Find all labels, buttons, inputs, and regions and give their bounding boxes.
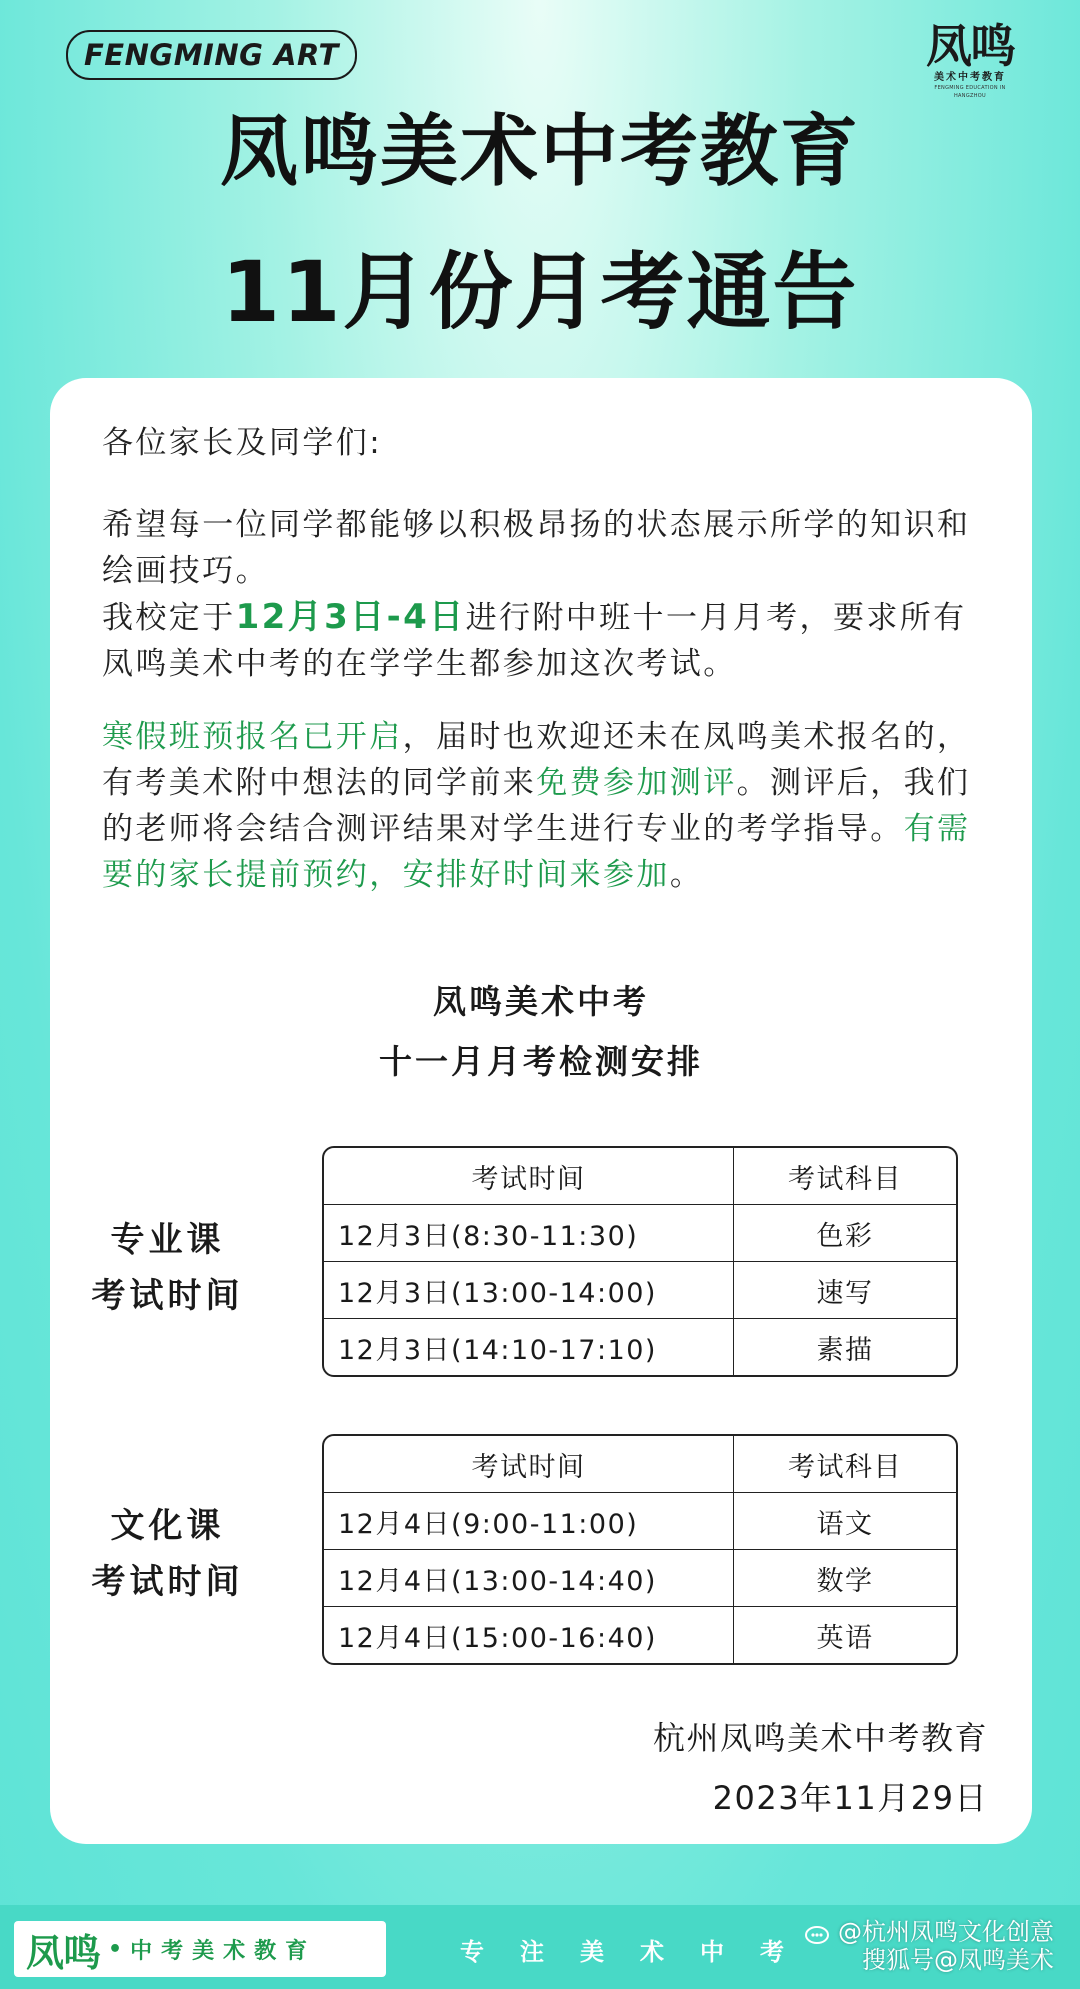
table-row xyxy=(324,1319,956,1375)
culture-label-1: 文化课 xyxy=(110,1506,225,1546)
paragraph-3 xyxy=(102,714,992,898)
culture-schedule-table xyxy=(322,1434,958,1665)
logo-sub: 美术中考教育 xyxy=(934,72,1006,83)
header-time: 考试时间 xyxy=(324,1148,734,1205)
row-time: 12月4日(13:00-14:40) xyxy=(324,1550,734,1607)
notice-card xyxy=(50,378,1032,1844)
pro-schedule-table xyxy=(322,1146,958,1377)
table-row xyxy=(324,1550,956,1607)
watermark xyxy=(804,1918,1054,1974)
signature-org: 杭州凤鸣美术中考教育 xyxy=(652,1719,988,1757)
exam-date-highlight: 12月3日-4日 xyxy=(235,597,466,637)
p3-text1: ，届时也欢迎还未在凤鸣美术报名的，有考美术附中想法的同学前来 xyxy=(102,719,971,801)
greeting xyxy=(102,420,992,466)
footer-brand: 凤鸣 xyxy=(26,1930,101,1975)
table-row xyxy=(324,1262,956,1319)
sohu-icon xyxy=(804,1923,830,1943)
paragraph-1-text: 希望每一位同学都能够以积极昂扬的状态展示所学的知识和绘画技巧。 xyxy=(102,507,971,589)
culture-label-2: 考试时间 xyxy=(91,1562,244,1602)
row-time: 12月3日(13:00-14:00) xyxy=(324,1262,734,1319)
row-subject: 英语 xyxy=(816,1622,874,1654)
p3-text2: 。测评后，我们的老师将会结合测评结果对学生进行专业的考学指导。 xyxy=(102,765,971,847)
p2-before: 我校定于 xyxy=(102,600,236,636)
p3-text3: 。 xyxy=(669,857,704,893)
pro-label-1: 专业课 xyxy=(110,1220,225,1260)
row-subject: 语文 xyxy=(734,1493,956,1550)
row-subject: 素描 xyxy=(816,1334,874,1366)
table-header-row xyxy=(324,1148,956,1205)
row-subject: 数学 xyxy=(734,1550,956,1607)
footer-slogan: 中考美术教育 xyxy=(130,1938,317,1964)
logo-tiny: FENGMING EDUCATION IN HANGZHOU xyxy=(934,85,1006,99)
header-subject: 考试科目 xyxy=(734,1148,956,1205)
footer-tagline: 专注美术中考 xyxy=(460,1938,820,1966)
greeting-text: 各位家长及同学们: xyxy=(102,425,383,461)
footer-dot: • xyxy=(108,1936,123,1962)
p2-after: 进行附中班十一月月考，要求所有凤鸣美术中考的在学学生都参加这次考试。 xyxy=(102,600,967,682)
row-subject: 色彩 xyxy=(734,1205,956,1262)
brand-pill: FENGMING ART xyxy=(66,30,357,80)
watermark-line1 xyxy=(804,1918,1054,1946)
pro-label-2: 考试时间 xyxy=(91,1276,244,1316)
row-time: 12月4日(15:00-16:40) xyxy=(324,1607,734,1663)
page-title-line2: 11月份月考通告 xyxy=(221,243,859,341)
winter-class-highlight: 寒假班预报名已开启 xyxy=(102,719,403,755)
logo-cn: 凤鸣 xyxy=(926,19,1014,73)
header-time: 考试时间 xyxy=(324,1436,734,1493)
table-row xyxy=(324,1493,956,1550)
paragraph-2 xyxy=(102,594,992,687)
watermark-text1: @杭州凤鸣文化创意 xyxy=(838,1918,1054,1946)
watermark-line2: 搜狐号@凤鸣美术 xyxy=(862,1946,1054,1974)
row-subject: 速写 xyxy=(734,1262,956,1319)
row-time: 12月4日(9:00-11:00) xyxy=(324,1493,734,1550)
table-row xyxy=(324,1607,956,1663)
free-assessment-highlight: 免费参加测评 xyxy=(536,765,737,801)
row-time: 12月3日(8:30-11:30) xyxy=(324,1205,734,1262)
schedule-title-2: 十一月月考检测安排 xyxy=(379,1042,703,1081)
brand-logo xyxy=(920,20,1020,100)
appointment-highlight: 有需要的家长提前预约，安排好时间来参加 xyxy=(102,811,971,893)
table-header-row xyxy=(324,1436,956,1493)
table-row xyxy=(324,1205,956,1262)
header-subject: 考试科目 xyxy=(734,1436,956,1493)
signature-date: 2023年11月29日 xyxy=(712,1779,988,1817)
paragraph-1 xyxy=(102,502,992,687)
schedule-title-1: 凤鸣美术中考 xyxy=(433,982,649,1021)
footer-brand-box xyxy=(14,1921,386,1977)
row-time: 12月3日(14:10-17:10) xyxy=(324,1319,734,1375)
page-title-line1: 凤鸣美术中考教育 xyxy=(219,107,860,197)
